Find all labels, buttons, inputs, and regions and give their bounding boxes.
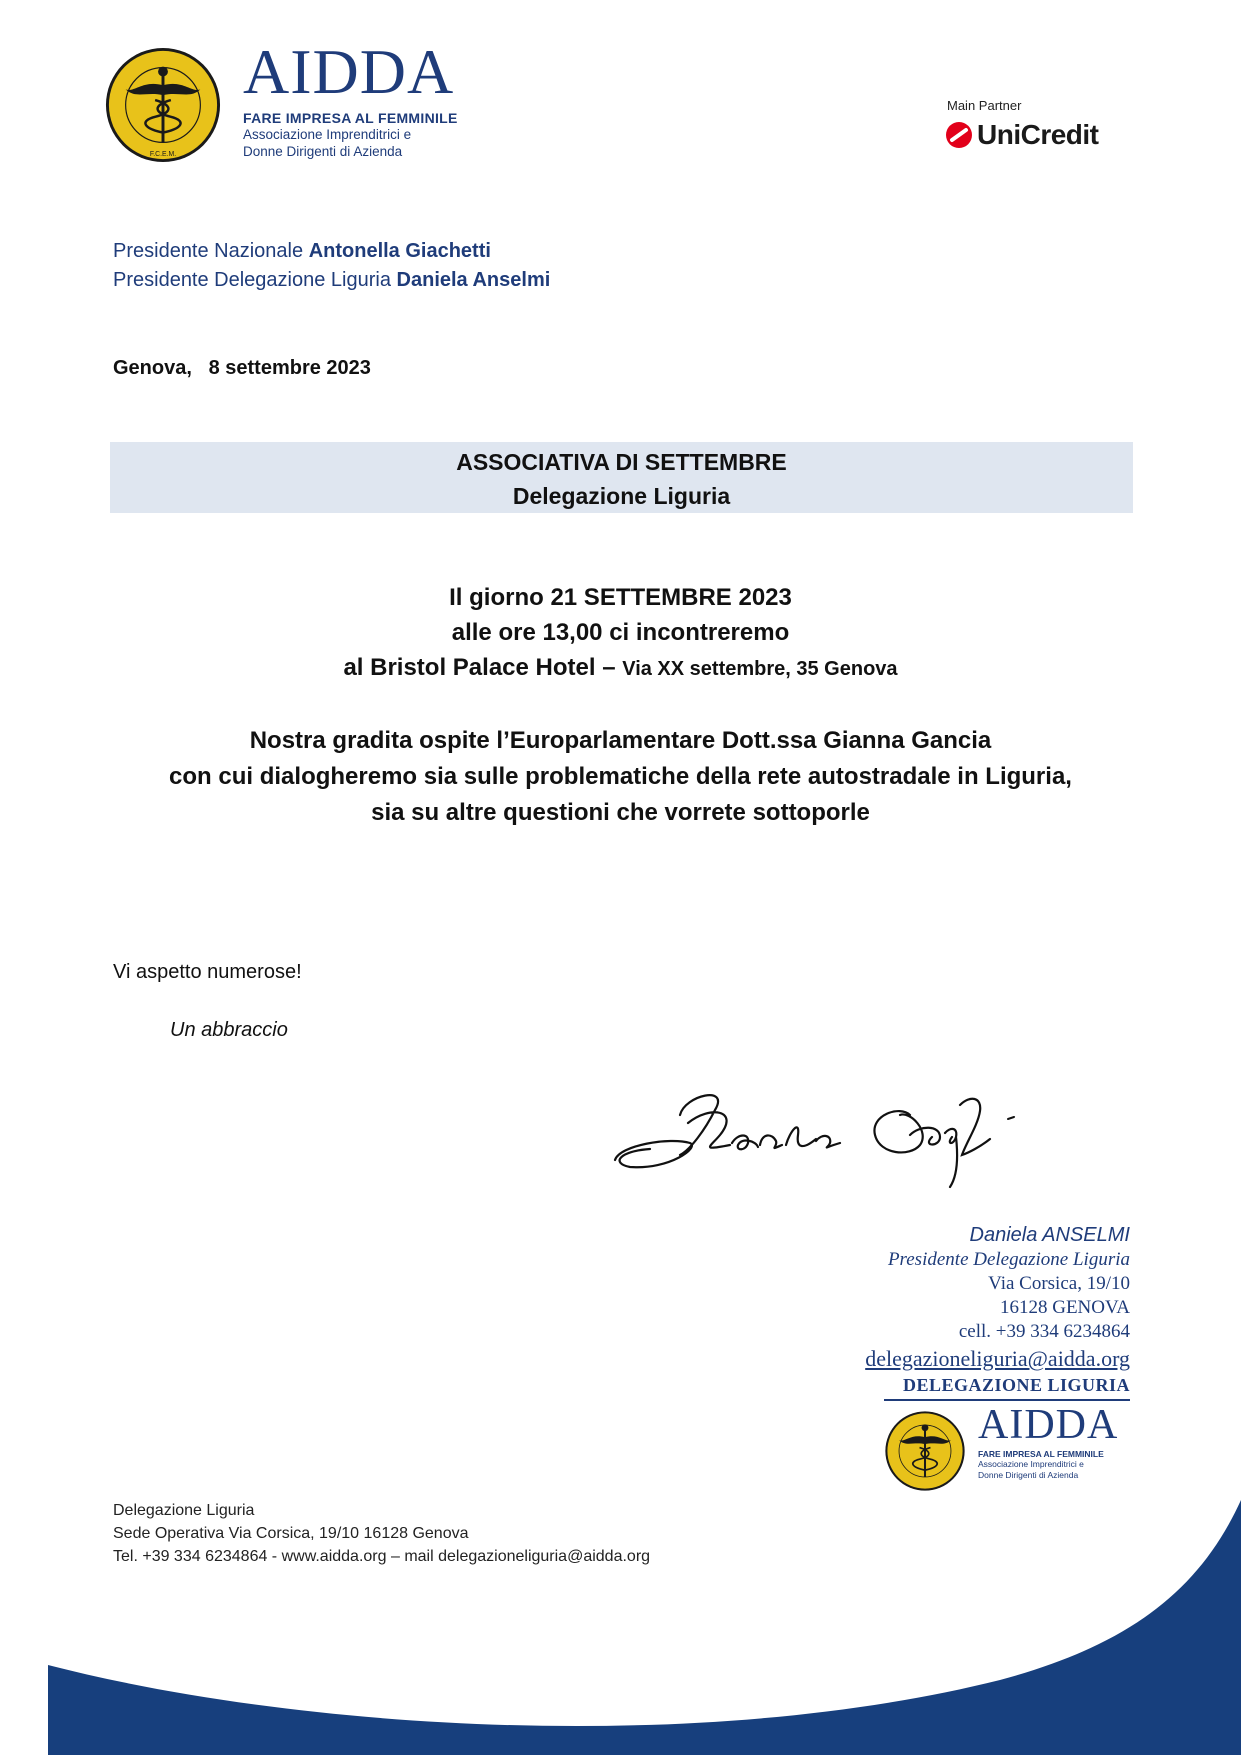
event-details bbox=[100, 580, 1141, 687]
brand-subtitle-small-2: Donne Dirigenti di Azienda bbox=[978, 1470, 1079, 1480]
signer-role: Presidente Delegazione Liguria bbox=[887, 1249, 1130, 1270]
title-line-1: ASSOCIATIVA DI SETTEMBRE bbox=[456, 449, 787, 475]
title-band bbox=[110, 442, 1133, 513]
presidents-block bbox=[113, 237, 550, 295]
event-date: Il giorno 21 SETTEMBRE 2023 bbox=[449, 584, 792, 611]
brand-tagline: FARE IMPRESA AL FEMMINILE bbox=[243, 110, 458, 126]
event-venue: al Bristol Palace Hotel – bbox=[343, 654, 616, 681]
brand-name-small: AIDDA bbox=[978, 1402, 1119, 1448]
signer-delegation: DELEGAZIONE LIGURIA bbox=[902, 1375, 1130, 1395]
regional-president-line bbox=[113, 266, 550, 295]
brand-subtitle-2: Donne Dirigenti di Azienda bbox=[243, 144, 403, 159]
signature-block bbox=[740, 1222, 1130, 1401]
national-president-label: Presidente Nazionale bbox=[113, 240, 304, 262]
guest-line-3: sia su altre questioni che vorrete sottoporle bbox=[371, 799, 870, 826]
svg-text:F.C.E.M.: F.C.E.M. bbox=[149, 151, 177, 159]
signer-email-link[interactable]: delegazioneliguria@aidda.org bbox=[865, 1346, 1130, 1371]
footer-line-2: Sede Operativa Via Corsica, 19/10 16128 Genova bbox=[113, 1525, 469, 1542]
guest-line-2: con cui dialogheremo sia sulle problematiche della rete autostradale in Liguria, bbox=[169, 763, 1072, 790]
footer-line-3: Tel. +39 334 6234864 - www.aidda.org – mail delegazioneliguria@aidda.org bbox=[113, 1548, 651, 1565]
partner-label: Main Partner bbox=[947, 98, 1022, 113]
date-line: Genova, 8 settembre 2023 bbox=[113, 357, 371, 379]
event-address: Via XX settembre, 35 Genova bbox=[622, 658, 898, 680]
guest-line-1: Nostra gradita ospite l’Europarlamentare Dott.ssa Gianna Gancia bbox=[249, 727, 992, 754]
signer-phone: cell. +39 334 6234864 bbox=[958, 1321, 1130, 1342]
partner-name: UniCredit bbox=[977, 119, 1099, 150]
event-venue-line bbox=[100, 650, 1141, 687]
title-line-2: Delegazione Liguria bbox=[512, 483, 731, 509]
brand-tagline-small: FARE IMPRESA AL FEMMINILE bbox=[978, 1449, 1104, 1459]
unicredit-logo bbox=[945, 119, 1099, 151]
regional-president-label: Presidente Delegazione Liguria bbox=[113, 269, 391, 291]
unicredit-icon bbox=[945, 121, 973, 149]
national-president-name: Antonella Giachetti bbox=[308, 240, 491, 262]
footer-line-1: Delegazione Liguria bbox=[113, 1502, 255, 1519]
national-president-line bbox=[113, 237, 550, 266]
closing-hug: Un abbraccio bbox=[170, 1019, 288, 1041]
signature-rule bbox=[884, 1399, 1130, 1401]
main-partner bbox=[945, 98, 1099, 151]
event-time: alle ore 13,00 ci incontreremo bbox=[451, 619, 790, 646]
guest-details bbox=[100, 723, 1141, 831]
brand-subtitle-1: Associazione Imprenditrici e bbox=[243, 127, 412, 142]
brand-subtitle-small-1: Associazione Imprenditrici e bbox=[978, 1459, 1084, 1469]
signer-city: 16128 GENOVA bbox=[999, 1297, 1130, 1318]
aidda-seal-logo bbox=[104, 46, 222, 164]
regional-president-name: Daniela Anselmi bbox=[396, 269, 551, 291]
handwritten-signature bbox=[610, 1075, 1110, 1215]
aidda-brand bbox=[243, 36, 458, 160]
signer-name: Daniela ANSELMI bbox=[969, 1224, 1130, 1246]
brand-name: AIDDA bbox=[243, 36, 455, 107]
signer-street: Via Corsica, 19/10 bbox=[988, 1273, 1130, 1294]
closing-line: Vi aspetto numerose! bbox=[113, 961, 302, 983]
footer-address bbox=[113, 1499, 650, 1568]
